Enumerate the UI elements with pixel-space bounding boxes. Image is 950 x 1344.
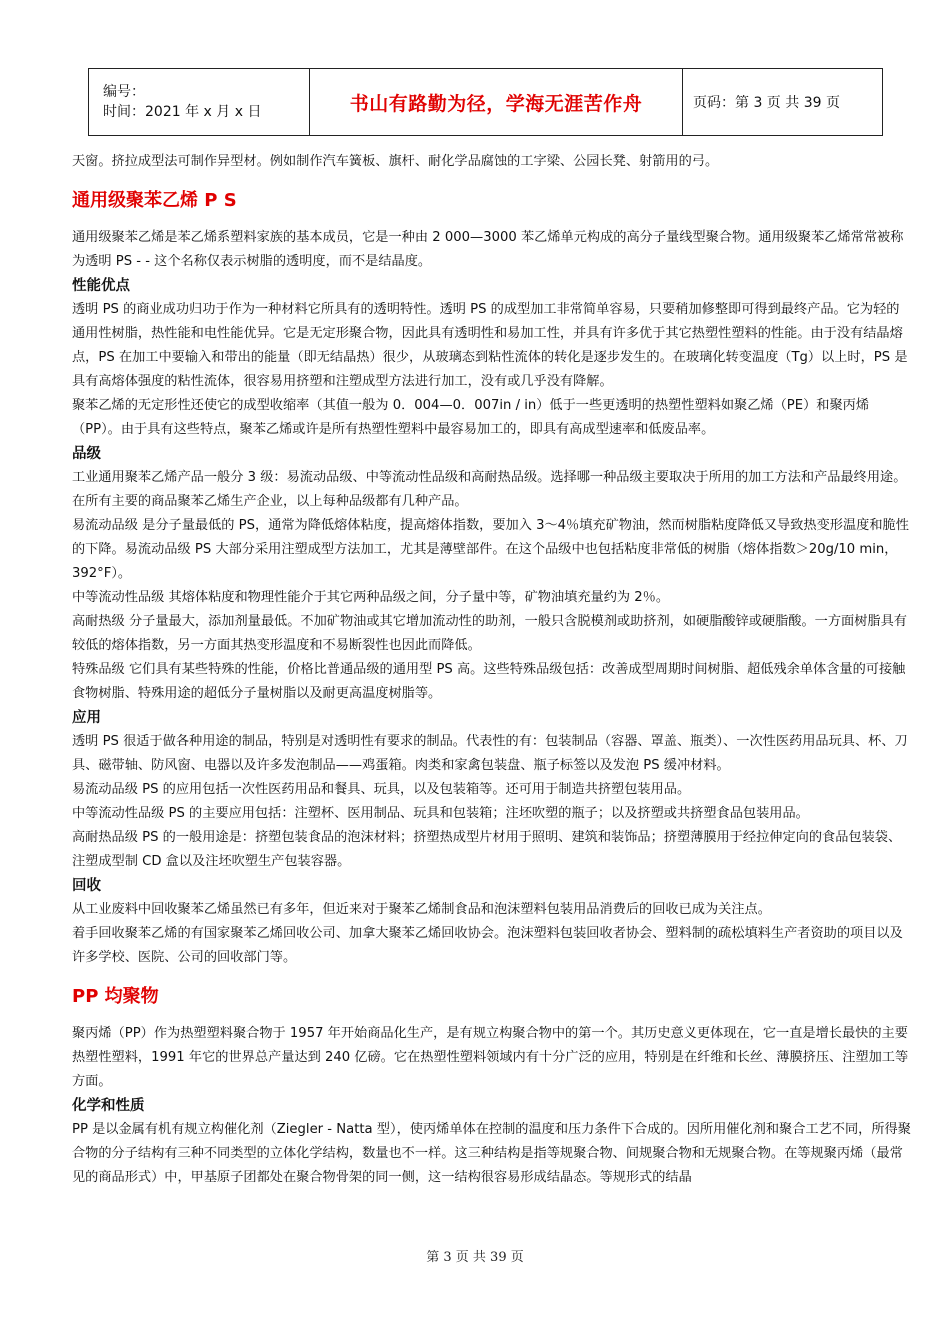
header-page-number: 页码：第 3 页 共 39 页 xyxy=(683,69,883,136)
serial-number-label: 编号： xyxy=(103,84,145,100)
subheading-applications: 应用 xyxy=(72,710,101,726)
grades-paragraph-3: 中等流动性品级 其熔体粘度和物理性能介于其它两种品级之间，分子量中等，矿物油填充量约为 2％。 xyxy=(72,590,670,605)
performance-paragraph-1: 透明 PS 的商业成功归功于作为一种材料它所具有的透明特性。透明 PS 的成型加工非常简单容易，只要稍加修整即可得到最终产品。它为轻的通用性树脂，热性能和电性能优异。它是无定形聚合物，因此具有透明性和易加工性，并具有许多优于其它热塑性塑料的性能。由于没有结晶熔点，PS 在加工中要输入和带出的能量（即无结晶热）很少，从玻璃态到粘性流体的转化是逐步发生的。在玻璃化转变温度（Tg）以上时，PS 是具有高熔体强度的粘性流体，很容易用挤塑和注塑成型方法进行加工，没有或几乎没有降解。 xyxy=(72,302,908,389)
grades-paragraph-5: 特殊品级 它们具有某些特殊的性能，价格比普通品级的通用型 PS 高。这些特殊品级包括：改善成型周期时间树脂、超低残余单体含量的可接触食物树脂、特殊用途的超低分子量树脂以及耐更高温度树脂等。 xyxy=(72,662,906,701)
applications-paragraph-1: 透明 PS 很适于做各种用途的制品，特别是对透明性有要求的制品。代表性的有：包装制品（容器、罩盖、瓶类）、一次性医药用品玩具、杯、刀具、磁带轴、防风窗、电器以及许多发泡制品——鸡蛋箱。肉类和家禽包装盘、瓶子标签以及发泡 PS 缓冲材料。 xyxy=(72,734,908,773)
subheading-performance: 性能优点 xyxy=(72,278,130,294)
header-meta-cell xyxy=(89,69,310,136)
applications-paragraph-3: 中等流动性品级 PS 的主要应用包括：注塑杯、医用制品、玩具和包装箱；注坯吹塑的瓶子；以及挤塑或共挤塑食品包装用品。 xyxy=(72,806,809,821)
grades-paragraph-4: 高耐热级 分子量最大，添加剂量最低。不加矿物油或其它增加流动性的助剂，一般只含脱模剂或助挤剂，如硬脂酸锌或硬脂酸。一方面树脂具有较低的熔体指数，另一方面其热变形温度和不易断裂性也因此而降低。 xyxy=(72,614,907,653)
date-label: 时间：2021 年 x 月 x 日 xyxy=(103,104,262,120)
subheading-grades: 品级 xyxy=(72,446,101,462)
grades-paragraph-2: 易流动品级 是分子量最低的 PS，通常为降低熔体粘度，提高熔体指数，要加入 3～4％填充矿物油，然而树脂粘度降低又导致热变形温度和脆性的下降。易流动品级 PS 大部分采用注塑成型方法加工，尤其是薄壁部件。在这个品级中也包括粘度非常低的树脂（熔体指数＞20g/10 min，392°F）。 xyxy=(72,518,909,581)
section-title-ps: 通用级聚苯乙烯 P S xyxy=(72,190,237,211)
ps-paragraph: 通用级聚苯乙烯是苯乙烯系塑料家族的基本成员，它是一种由 2 000—3000 苯乙烯单元构成的高分子量线型聚合物。通用级聚苯乙烯常常被称为透明 PS - - 这个名称仅表示树脂的透明度，而不是结晶度。 xyxy=(72,230,904,269)
applications-paragraph-2: 易流动品级 PS 的应用包括一次性医药用品和餐具、玩具，以及包装箱等。还可用于制造共挤塑包装用品。 xyxy=(72,782,691,797)
subheading-chemistry: 化学和性质 xyxy=(72,1098,145,1114)
section-title-pp: PP 均聚物 xyxy=(72,986,159,1007)
applications-paragraph-4: 高耐热品级 PS 的一般用途是：挤塑包装食品的泡沫材料；挤塑热成型片材用于照明、建筑和装饰品；挤塑薄膜用于经拉伸定向的食品包装袋、注塑成型制 CD 盒以及注坯吹塑生产包装容器。 xyxy=(72,830,902,869)
header-motto: 书山有路勤为径，学海无涯苦作舟 xyxy=(310,69,683,136)
subheading-recycling: 回收 xyxy=(72,878,101,894)
intro-paragraph: 天窗。挤拉成型法可制作异型材。例如制作汽车簧板、旗杆、耐化学品腐蚀的工字梁、公园长凳、射箭用的弓。 xyxy=(72,154,719,169)
grades-paragraph-1: 工业通用聚苯乙烯产品一般分 3 级：易流动品级、中等流动性品级和高耐热品级。选择哪一种品级主要取决于所用的加工方法和产品最终用途。在所有主要的商品聚苯乙烯生产企业，以上每种品级都有几种产品。 xyxy=(72,470,907,509)
document-header xyxy=(88,68,883,136)
pp-paragraph: 聚丙烯（PP）作为热塑塑料聚合物于 1957 年开始商品化生产，是有规立构聚合物中的第一个。其历史意义更体现在，它一直是增长最快的主要热塑性塑料，1991 年它的世界总产量达到 240 亿磅。它在热塑性塑料领域内有十分广泛的应用，特别是在纤维和长丝、薄膜挤压、注塑加工等方面。 xyxy=(72,1026,909,1089)
recycling-paragraph-2: 着手回收聚苯乙烯的有国家聚苯乙烯回收公司、加拿大聚苯乙烯回收协会。泡沫塑料包装回收者协会、塑料制的疏松填料生产者资助的项目以及许多学校、医院、公司的回收部门等。 xyxy=(72,926,903,965)
document-body xyxy=(72,150,912,1190)
performance-paragraph-2: 聚苯乙烯的无定形性还使它的成型收缩率（其值一般为 0．004—0．007in / in）低于一些更透明的热塑性塑料如聚乙烯（PE）和聚丙烯（PP）。由于具有这些特点，聚苯乙烯或许是所有热塑性塑料中最容易加工的，即具有高成型速率和低废品率。 xyxy=(72,398,870,437)
chemistry-paragraph: PP 是以金属有机有规立构催化剂（Ziegler - Natta 型），使丙烯单体在控制的温度和压力条件下合成的。因所用催化剂和聚合工艺不同，所得聚合物的分子结构有三种不同类型的立体化学结构，数量也不一样。这三种结构是指等规聚合物、间规聚合物和无规聚合物。在等规聚丙烯（最常见的商品形式）中，甲基原子团都处在聚合物骨架的同一侧，这一结构很容易形成结晶态。等规形式的结晶 xyxy=(72,1122,911,1185)
recycling-paragraph-1: 从工业废料中回收聚苯乙烯虽然已有多年，但近来对于聚苯乙烯制食品和泡沫塑料包装用品消费后的回收已成为关注点。 xyxy=(72,902,771,917)
page-footer: 第 3 页 共 39 页 xyxy=(426,1250,524,1265)
